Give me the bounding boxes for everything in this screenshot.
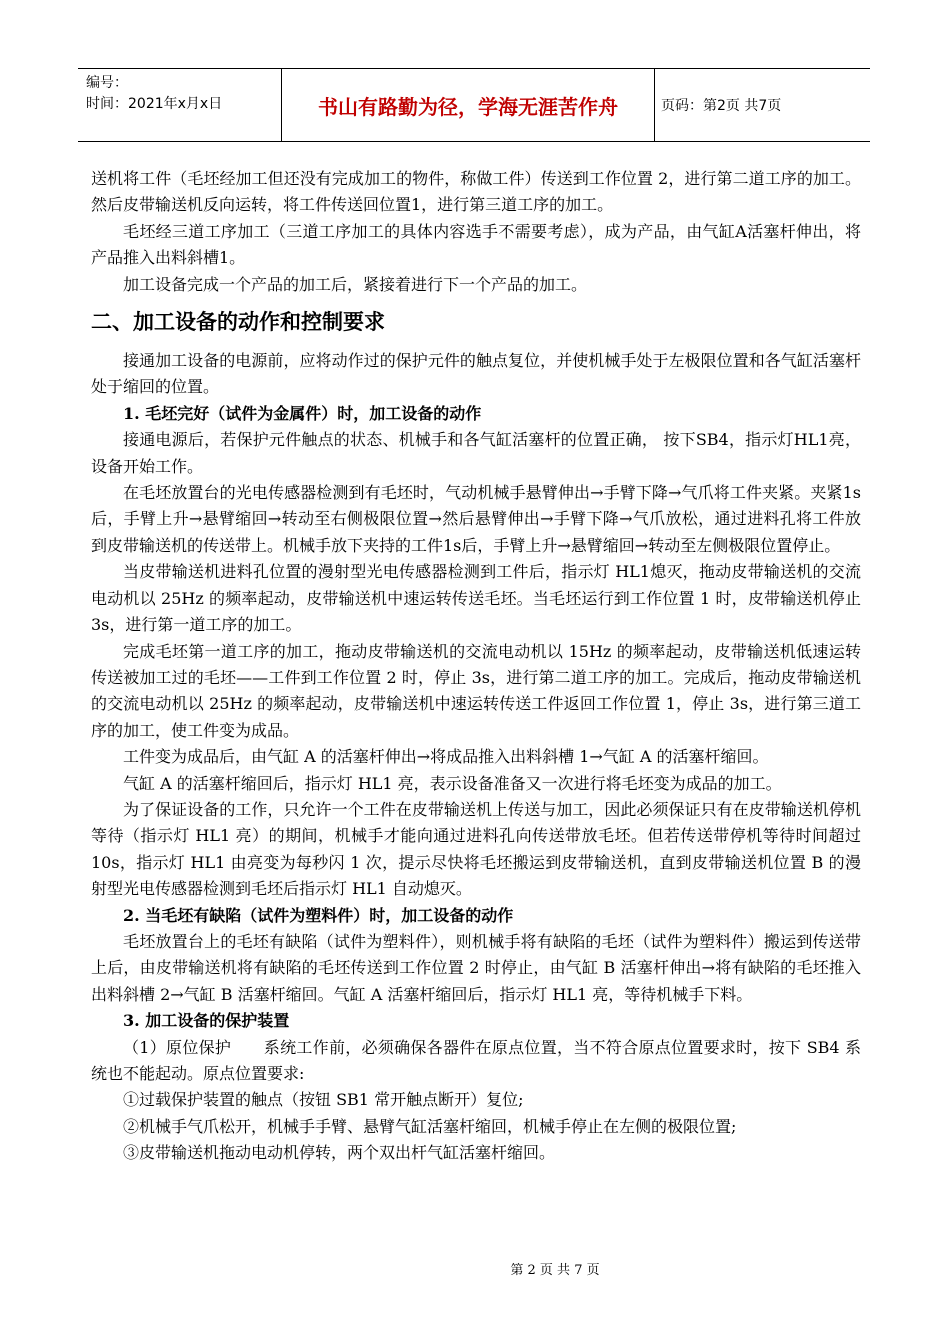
subsection-heading: 2. 当毛坯有缺陷（试件为塑料件）时，加工设备的动作	[123, 905, 514, 925]
body-paragraph: ①过载保护装置的触点（按钮 SB1 常开触点断开）复位;	[123, 1090, 524, 1110]
section-title: 二、加工设备的动作和控制要求	[91, 310, 385, 335]
body-paragraph: 工件变为成品后，由气缸 A 的活塞杆伸出→将成品推入出料斜槽 1→气缸 A 的活塞杆缩回。	[123, 747, 769, 767]
body-paragraph: 毛坯放置台上的毛坯有缺陷（试件为塑料件），则机械手将有缺陷的毛坯（试件为塑料件）搬运到传送带上后，由皮带输送机将有缺陷的毛坯传送到工作位置 2 时停止，由气缸 B 活塞杆伸出→将有缺陷的毛坯推入出料斜槽 2→气缸 B 活塞杆缩回。气缸 A 活塞杆缩回后，指示灯 HL1 亮，等待机械手下料。	[91, 931, 861, 1004]
section-paragraphs	[91, 348, 861, 1167]
body-paragraph: 接通加工设备的电源前，应将动作过的保护元件的触点复位，并使机械手处于左极限位置和各气缸活塞杆处于缩回的位置。	[91, 351, 861, 397]
time-label: 时间：2021年x月x日	[86, 96, 223, 112]
document-body	[91, 166, 861, 1167]
body-paragraph: 毛坯经三道工序加工（三道工序加工的具体内容选手不需要考虑），成为产品，由气缸A活塞杆伸出，将产品推入出料斜槽1。	[91, 221, 861, 268]
header-meta	[78, 69, 282, 141]
page-footer: 第 2 页 共 7 页	[510, 1263, 600, 1278]
body-paragraph: 在毛坯放置台的光电传感器检测到有毛坯时，气动机械手悬臂伸出→手臂下降→气爪将工件夹紧。夹紧1s后，手臂上升→悬臂缩回→转动至右侧极限位置→然后悬臂伸出→手臂下降→气爪放松，通过进料孔将工件放到皮带输送机的传送带上。机械手放下夹持的工件1s后，手臂上升→悬臂缩回→转动至左侧极限位置停止。	[91, 483, 861, 555]
body-paragraph: 加工设备完成一个产品的加工后，紧接着进行下一个产品的加工。	[123, 274, 588, 294]
body-paragraph: （1）原位保护 系统工作前，必须确保各器件在原点位置，当不符合原点位置要求时，按下 SB4 系统也不能起动。原点位置要求:	[91, 1037, 861, 1083]
body-paragraph: ②机械手气爪松开，机械手手臂、悬臂气缸活塞杆缩回，机械手停止在左侧的极限位置;	[123, 1116, 737, 1136]
body-paragraph: 为了保证设备的工作，只允许一个工件在皮带输送机上传送与加工，因此必须保证只有在皮带输送机停机等待（指示灯 HL1 亮）的期间，机械手才能向通过进料孔向传送带放毛坯。但若传送带停机等待时间超过 10s，指示灯 HL1 由亮变为每秒闪 1 次，提示尽快将毛坯搬运到皮带输送机，直到皮带输送机位置 B 的漫射型光电传感器检测到毛坯后指示灯 HL1 自动熄灭。	[91, 799, 861, 899]
header-motto: 书山有路勤为径，学海无涯苦作舟	[282, 69, 655, 141]
subsection-heading: 3. 加工设备的保护装置	[123, 1011, 290, 1031]
serial-label: 编号：	[86, 75, 128, 91]
body-paragraph: 完成毛坯第一道工序的加工，拖动皮带输送机的交流电动机以 15Hz 的频率起动，皮带输送机低速运转传送被加工过的毛坯——工件到工作位置 2 时，停止 3s，进行第二道工序的加工。完成后，拖动皮带输送机的交流电动机以 25Hz 的频率起动，皮带输送机中速运转传送工件返回工作位置 1，停止 3s，进行第三道工序的加工，使工件变为成品。	[91, 641, 861, 740]
body-paragraph: 送机将工件（毛坯经加工但还没有完成加工的物件，称做工件）传送到工作位置 2，进行第二道工序的加工。然后皮带输送机反向运转，将工件传送回位置1，进行第三道工序的加工。	[91, 169, 861, 215]
body-paragraph: 气缸 A 的活塞杆缩回后，指示灯 HL1 亮，表示设备准备又一次进行将毛坯变为成品的加工。	[123, 773, 782, 793]
body-paragraph: 接通电源后，若保护元件触点的状态、机械手和各气缸活塞杆的位置正确， 按下SB4，指示灯HL1亮，设备开始工作。	[91, 430, 861, 476]
subsection-heading: 1. 毛坯完好（试件为金属件）时，加工设备的动作	[123, 403, 482, 423]
body-paragraph: 当皮带输送机进料孔位置的漫射型光电传感器检测到工件后，指示灯 HL1熄灭，拖动皮带输送机的交流电动机以 25Hz 的频率起动，皮带输送机中速运转传送毛坯。当毛坯运行到工作位置 1 时，皮带输送机停止 3s，进行第一道工序的加工。	[91, 562, 861, 635]
page-header	[78, 68, 870, 142]
body-paragraph: ③皮带输送机拖动电动机停转，两个双出杆气缸活塞杆缩回。	[123, 1143, 556, 1163]
header-page-label: 页码：第2页 共7页	[661, 98, 782, 114]
intro-paragraphs	[91, 166, 861, 298]
